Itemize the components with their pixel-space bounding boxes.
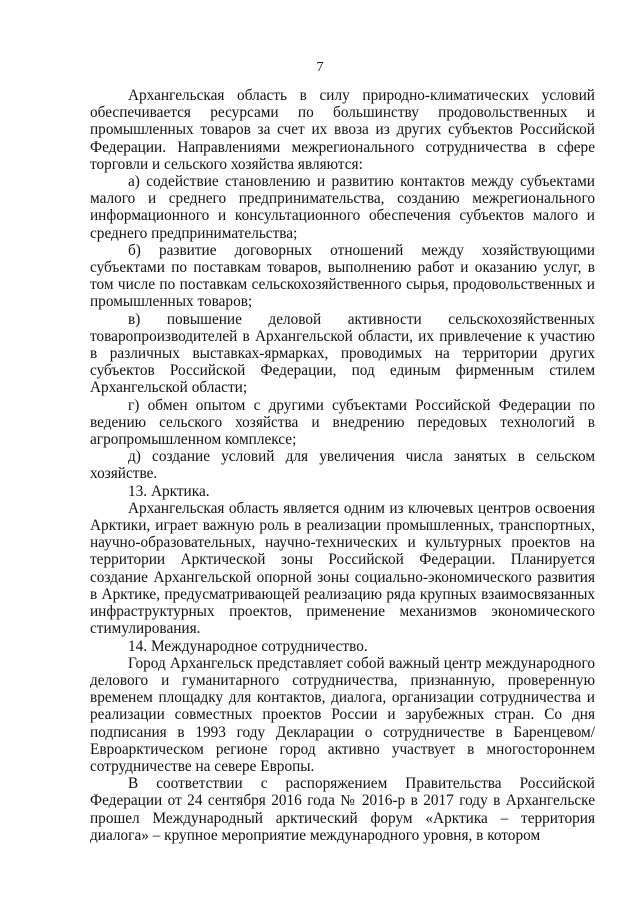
- intro-paragraph: Архангельская область в силу природно-климатических условий обеспечивается ресурсами по большинству продовольственных и промышленных товаров за счет их ввоза из других субъектов Российской Федерации. Направлениями межрегионального сотрудничества в сфере торговли и сельского хозяйства являются:: [90, 87, 595, 173]
- document-body: [90, 87, 595, 844]
- arctic-paragraph: Архангельская область является одним из ключевых центров освоения Арктики, играет важную роль в реализации промышленных, транспортных, научно-образовательных, научно-технических и культурных проектов на территории Арктической зоны Российской Федерации. Планируется создание Архангельской опорной зоны социально-экономического развития в Арктике, предусматривающей реализацию ряда крупных взаимосвязанных инфраструктурных проектов, применение механизмов экономического стимулирования.: [90, 499, 595, 638]
- international-paragraph: Город Архангельск представляет собой важный центр международного делового и гуманитарного сотрудничества, признанную, проверенную временем площадку для контактов, диалога, организации сотрудничества и реализации совместных проектов России и зарубежных стран. Со дня подписания в 1993 году Декларации о сотрудничестве в Баренцевом/Евроарктическом регионе город активно участвует в многостороннем сотрудничестве на севере Европы.: [90, 654, 595, 775]
- list-item-c: в) повышение деловой активности сельскохозяйственных товаропроизводителей в Архангельской области, их привлечение к участию в различных выставках-ярмарках, проводимых на территории других субъектов Российской Федерации, под единым фирменным стилем Архангельской области;: [90, 310, 595, 397]
- forum-paragraph: В соответствии с распоряжением Правительства Российской Федерации от 24 сентября 2016 года № 2016-р в 2017 году в Архангельске прошел Международный арктический форум «Арктика – территория диалога» – крупное мероприятие международного уровня, в котором: [90, 775, 595, 844]
- list-item-a: а) содействие становлению и развитию контактов между субъектами малого и среднего предпринимательства, созданию межрегионального информационного и консультационного обеспечения субъектов малого и среднего предпринимательства;: [90, 173, 595, 242]
- list-item-e: д) создание условий для увеличения числа занятых в сельском хозяйстве.: [90, 448, 595, 483]
- list-item-b: б) развитие договорных отношений между хозяйствующими субъектами по поставкам товаров, выполнению работ и оказанию услуг, в том числе по поставкам сельскохозяйственного сырья, продовольственных и промышленных товаров;: [90, 241, 595, 311]
- section-heading-arctic: 13. Арктика.: [128, 482, 210, 500]
- section-heading-international: 14. Международное сотрудничество.: [128, 637, 368, 655]
- page-number: 7: [316, 60, 324, 75]
- list-item-d: г) обмен опытом с другими субъектами Российской Федерации по ведению сельского хозяйства и внедрению передовых технологий в агропромышленном комплексе;: [90, 396, 595, 449]
